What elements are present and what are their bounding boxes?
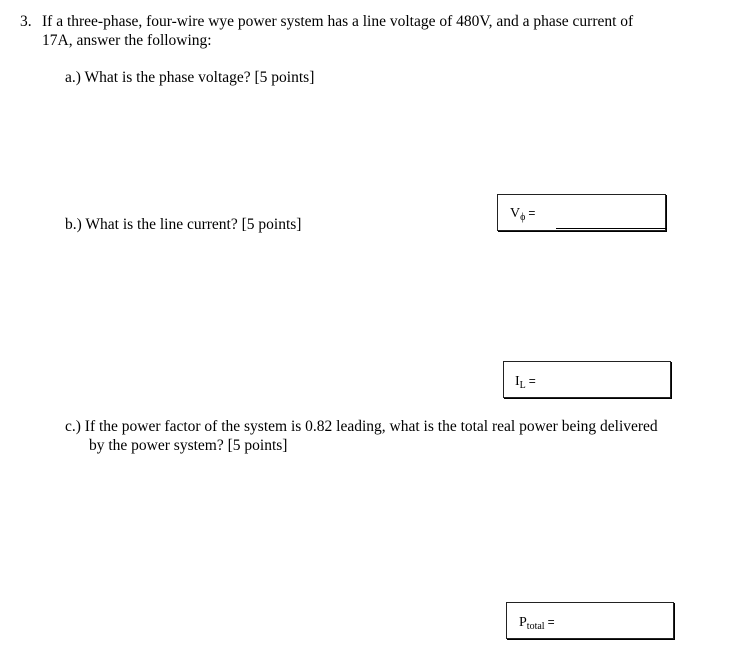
question-number: 3. [20,13,32,30]
line-current-label [515,373,536,391]
part-b-prompt: b.) What is the line current? [5 points] [65,216,302,233]
total-power-equals: = [547,615,555,629]
total-power-symbol: P [519,615,527,630]
total-power-label [519,614,555,632]
phase-voltage-label [510,205,535,223]
phase-voltage-blank-line [556,228,666,229]
line-current-answer-box[interactable] [503,361,671,398]
total-power-subscript: total [526,621,545,632]
question-stem-line-2: 17A, answer the following: [42,32,212,49]
question-stem-line-1: If a three-phase, four-wire wye power system has a line voltage of 480V, and a phase current of [42,13,634,30]
part-c-prompt-line-1: c.) If the power factor of the system is 0.82 leading, what is the total real power being delivered [65,418,658,435]
line-current-subscript: L [519,380,526,391]
line-current-equals: = [528,374,536,388]
phase-voltage-subscript: ϕ [520,212,526,223]
part-c-prompt-line-2: by the power system? [5 points] [89,437,288,454]
line-current-symbol: I [515,374,520,389]
total-power-answer-box[interactable] [506,602,674,639]
phase-voltage-answer-box[interactable] [497,194,666,231]
phase-voltage-equals: = [528,206,536,220]
phase-voltage-symbol: V [510,206,521,221]
part-a-prompt: a.) What is the phase voltage? [5 points] [65,69,315,86]
